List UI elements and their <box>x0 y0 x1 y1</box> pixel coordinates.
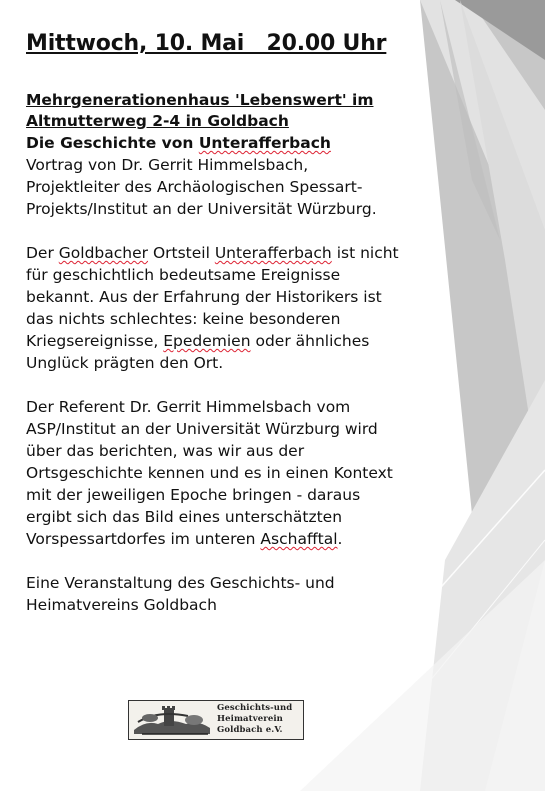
text-segment: Der <box>26 244 59 262</box>
logo-line: Goldbach e.V. <box>217 725 283 735</box>
talk-title-prefix: Die Geschichte von <box>26 134 199 152</box>
text-line: ASP/Institut an der Universität Würzburg wird <box>26 420 378 438</box>
text-line: mit der jeweiligen Epoche bringen - daraus <box>26 486 361 504</box>
talk-intro <box>26 132 426 220</box>
venue <box>26 90 426 132</box>
text-line: ergibt sich das Bild eines unterschätzten <box>26 508 343 526</box>
talk-title <box>26 132 426 154</box>
intro-line: Projektleiter des Archäologischen Spessart- <box>26 178 363 196</box>
event-date-time: Mittwoch, 10. Mai 20.00 Uhr <box>26 31 387 56</box>
text-line: für geschichtlich bedeutsame Ereignisse <box>26 266 341 284</box>
text-segment: Unterafferbach <box>214 244 332 262</box>
text-line <box>26 242 426 264</box>
text-segment: Kriegsereignisse, <box>26 332 164 350</box>
organizer-note <box>26 572 426 616</box>
text-line: das nichts schlechtes: keine besonderen <box>26 310 341 328</box>
text-segment: Aschafftal <box>260 530 338 548</box>
text-segment: Vorspessartdorfes im unteren <box>26 530 261 548</box>
text-segment: . <box>337 530 343 548</box>
paragraph-speaker <box>26 396 426 550</box>
logo-line: Geschichts-und <box>217 703 293 713</box>
text-line: Heimatvereins Goldbach <box>26 596 217 614</box>
text-line: Ortsgeschichte kennen und es in einen Kontext <box>26 464 393 482</box>
text-line <box>26 528 426 550</box>
announcement <box>26 31 426 616</box>
intro-line: Vortrag von Dr. Gerrit Himmelsbach, <box>26 156 309 174</box>
logo-line: Heimatverein <box>217 714 283 724</box>
text-segment: Goldbacher <box>58 244 149 262</box>
text-line: bekannt. Aus der Erfahrung der Historikers ist <box>26 288 382 306</box>
text-segment: Epedemien <box>163 332 251 350</box>
text-line: Der Referent Dr. Gerrit Himmelsbach vom <box>26 398 351 416</box>
text-segment: oder ähnliches <box>250 332 370 350</box>
venue-line-2: Altmutterweg 2-4 in Goldbach <box>26 112 289 130</box>
text-line: Eine Veranstaltung des Geschichts- und <box>26 574 335 592</box>
paragraph-description <box>26 242 426 374</box>
talk-title-place: Unterafferbach <box>198 134 331 152</box>
text-segment: ist nicht <box>331 244 399 262</box>
text-line: Unglück prägten den Ort. <box>26 354 224 372</box>
logo-lettering <box>217 703 312 736</box>
text-line: über das berichten, was wir aus der <box>26 442 305 460</box>
text-segment: Ortsteil <box>148 244 215 262</box>
venue-line-1: Mehrgenerationenhaus 'Lebenswert' im <box>26 91 374 109</box>
intro-line: Projekts/Institut an der Universität Würzburg. <box>26 200 377 218</box>
text-line <box>26 330 426 352</box>
